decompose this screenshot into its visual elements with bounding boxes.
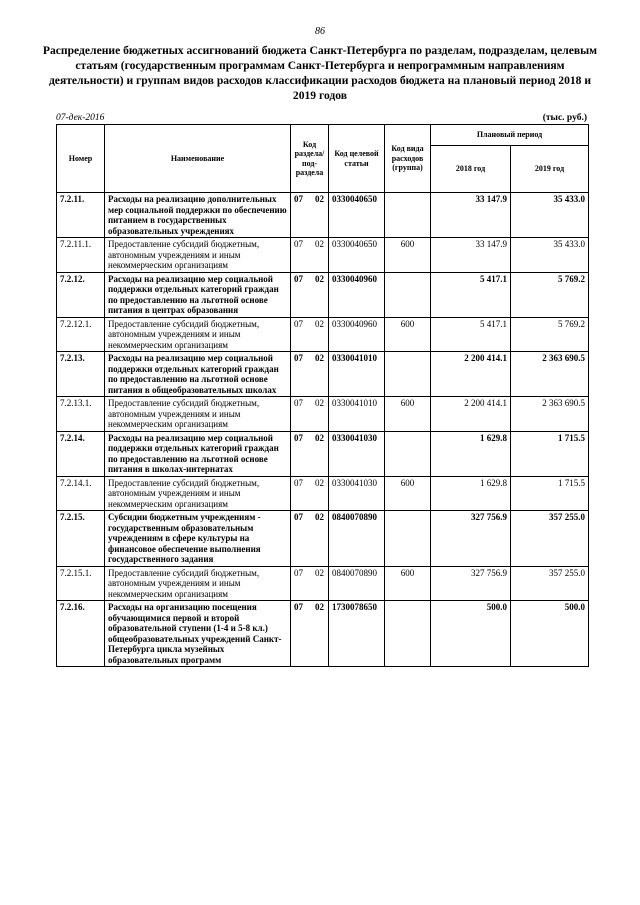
- units-label: (тыс. руб.): [542, 113, 587, 123]
- row-number-cell: 7.2.12.1.: [57, 317, 105, 352]
- row-number-cell: 7.2.13.1.: [57, 397, 105, 432]
- section-code: 07: [294, 477, 303, 488]
- row-amount-2018-cell: 33 147.9: [431, 238, 511, 273]
- row-amount-2019-cell: 1 715.5: [511, 476, 589, 511]
- row-amount-2019-cell: 500.0: [511, 601, 589, 667]
- row-name-cell: Предоставление субсидий бюджетным, автономным учреждениям и иным некоммерческим организациям: [105, 317, 291, 352]
- subsection-code: 02: [315, 398, 324, 408]
- table-row: [57, 352, 589, 397]
- section-code: 07: [294, 432, 303, 443]
- row-name-cell: Расходы на реализацию мер социальной поддержки отдельных категорий граждан по предоставлению на льготной основе питания в школах-интернатах: [105, 431, 291, 476]
- table-row: [57, 511, 589, 567]
- row-number-cell: 7.2.14.1.: [57, 476, 105, 511]
- row-amount-2018-cell: 2 200 414.1: [431, 352, 511, 397]
- row-section-cell: [291, 317, 329, 352]
- table-row: [57, 193, 589, 238]
- row-target-code-cell: 1730078650: [329, 601, 385, 667]
- row-amount-2018-cell: 1 629.8: [431, 476, 511, 511]
- table-row: [57, 566, 589, 601]
- row-section-cell: [291, 566, 329, 601]
- row-name-cell: Предоставление субсидий бюджетным, автономным учреждениям и иным некоммерческим организациям: [105, 476, 291, 511]
- row-name-cell: Расходы на организацию посещения обучающимися первой и второй образовательной ступени (1-4 и 5-8 кл.) общеобразовательных учреждений Санкт-Петербурга цикла музейных образовательных программ: [105, 601, 291, 667]
- row-number-cell: 7.2.12.: [57, 272, 105, 317]
- row-amount-2019-cell: 35 433.0: [511, 238, 589, 273]
- subsection-code: 02: [315, 567, 324, 578]
- subsection-code: 02: [315, 353, 324, 363]
- section-code: 07: [294, 353, 303, 363]
- header-name: Наименование: [105, 125, 291, 193]
- row-section-cell: [291, 238, 329, 273]
- row-target-code-cell: 0840070890: [329, 511, 385, 567]
- row-group-code-cell: [385, 601, 431, 667]
- row-section-cell: [291, 431, 329, 476]
- section-code: 07: [294, 398, 303, 408]
- row-name-cell: Расходы на реализацию дополнительных мер социальной поддержки по обеспечению питанием в государственных образовательных учреждениях: [105, 193, 291, 238]
- row-target-code-cell: 0330041010: [329, 397, 385, 432]
- subsection-code: 02: [315, 512, 324, 522]
- section-code: 07: [294, 194, 303, 204]
- table-row: [57, 397, 589, 432]
- row-section-cell: [291, 511, 329, 567]
- row-target-code-cell: 0840070890: [329, 566, 385, 601]
- row-name-cell: Предоставление субсидий бюджетным, автономным учреждениям и иным некоммерческим организациям: [105, 397, 291, 432]
- row-amount-2019-cell: 357 255.0: [511, 566, 589, 601]
- row-number-cell: 7.2.11.: [57, 193, 105, 238]
- row-number-cell: 7.2.15.1.: [57, 566, 105, 601]
- section-code: 07: [294, 512, 303, 522]
- row-amount-2018-cell: 33 147.9: [431, 193, 511, 238]
- section-code: 07: [294, 567, 303, 578]
- row-name-cell: Предоставление субсидий бюджетным, автономным учреждениям и иным некоммерческим организациям: [105, 238, 291, 273]
- header-year-2018: 2018 год: [431, 146, 511, 193]
- row-amount-2019-cell: 35 433.0: [511, 193, 589, 238]
- row-group-code-cell: 600: [385, 238, 431, 273]
- header-section-code: Код раздела/ под-раздела: [291, 125, 329, 193]
- row-amount-2018-cell: 500.0: [431, 601, 511, 667]
- row-group-code-cell: [385, 352, 431, 397]
- row-target-code-cell: 0330041030: [329, 431, 385, 476]
- row-number-cell: 7.2.14.: [57, 431, 105, 476]
- row-target-code-cell: 0330041030: [329, 476, 385, 511]
- row-number-cell: 7.2.13.: [57, 352, 105, 397]
- row-target-code-cell: 0330041010: [329, 352, 385, 397]
- section-code: 07: [294, 273, 303, 284]
- row-target-code-cell: 0330040650: [329, 238, 385, 273]
- section-code: 07: [294, 239, 303, 249]
- subsection-code: 02: [315, 602, 324, 612]
- header-plan-period: Плановый период: [431, 125, 589, 146]
- row-section-cell: [291, 601, 329, 667]
- document-date: 07-дек-2016: [56, 113, 105, 123]
- row-target-code-cell: 0330040960: [329, 317, 385, 352]
- row-amount-2018-cell: 2 200 414.1: [431, 397, 511, 432]
- row-number-cell: 7.2.16.: [57, 601, 105, 667]
- row-section-cell: [291, 272, 329, 317]
- page-number: 86: [315, 26, 325, 37]
- row-section-cell: [291, 352, 329, 397]
- header-number: Номер: [57, 125, 105, 193]
- budget-table: [56, 124, 589, 667]
- table-row: [57, 601, 589, 667]
- table-row: [57, 272, 589, 317]
- row-name-cell: Расходы на реализацию мер социальной поддержки отдельных категорий граждан по предоставлению на льготной основе питания в центрах образования: [105, 272, 291, 317]
- table-row: [57, 476, 589, 511]
- row-name-cell: Расходы на реализацию мер социальной поддержки отдельных категорий граждан по предоставлению на льготной основе питания в общеобразовательных школах: [105, 352, 291, 397]
- row-target-code-cell: 0330040960: [329, 272, 385, 317]
- table-row: [57, 317, 589, 352]
- subsection-code: 02: [315, 194, 324, 204]
- header-target-code: Код целевой статьи: [329, 125, 385, 193]
- subsection-code: 02: [315, 273, 324, 284]
- row-group-code-cell: [385, 511, 431, 567]
- row-group-code-cell: 600: [385, 476, 431, 511]
- row-section-cell: [291, 397, 329, 432]
- row-name-cell: Субсидии бюджетным учреждениям - государственным образовательным учреждениям в сфере культуры на финансовое обеспечение выполнения государственного задания: [105, 511, 291, 567]
- table-body: [57, 193, 589, 667]
- row-amount-2018-cell: 327 756.9: [431, 566, 511, 601]
- row-target-code-cell: 0330040650: [329, 193, 385, 238]
- row-amount-2018-cell: 5 417.1: [431, 272, 511, 317]
- table-row: [57, 431, 589, 476]
- row-group-code-cell: [385, 431, 431, 476]
- header-group-code: Код вида расходов (группа): [385, 125, 431, 193]
- row-amount-2019-cell: 2 363 690.5: [511, 352, 589, 397]
- row-number-cell: 7.2.15.: [57, 511, 105, 567]
- row-amount-2018-cell: 5 417.1: [431, 317, 511, 352]
- row-amount-2019-cell: 5 769.2: [511, 272, 589, 317]
- row-amount-2019-cell: 357 255.0: [511, 511, 589, 567]
- row-section-cell: [291, 476, 329, 511]
- row-number-cell: 7.2.11.1.: [57, 238, 105, 273]
- row-amount-2019-cell: 5 769.2: [511, 317, 589, 352]
- row-amount-2019-cell: 1 715.5: [511, 431, 589, 476]
- row-group-code-cell: [385, 193, 431, 238]
- row-name-cell: Предоставление субсидий бюджетным, автономным учреждениям и иным некоммерческим организациям: [105, 566, 291, 601]
- row-amount-2018-cell: 1 629.8: [431, 431, 511, 476]
- row-group-code-cell: 600: [385, 566, 431, 601]
- section-code: 07: [294, 602, 303, 612]
- row-section-cell: [291, 193, 329, 238]
- row-group-code-cell: [385, 272, 431, 317]
- row-amount-2019-cell: 2 363 690.5: [511, 397, 589, 432]
- subsection-code: 02: [315, 432, 324, 443]
- header-year-2019: 2019 год: [511, 146, 589, 193]
- row-group-code-cell: 600: [385, 317, 431, 352]
- document-title: Распределение бюджетных ассигнований бюджета Санкт-Петербурга по разделам, подразделам, целевым статьям (государственным программам Санкт-Петербурга и непрограммным направлениям деятельности) и группам видов расходов классификации расходов бюджета на плановый период 2018 и 2019 годов: [42, 44, 598, 102]
- section-code: 07: [294, 318, 303, 329]
- subsection-code: 02: [315, 318, 324, 329]
- row-amount-2018-cell: 327 756.9: [431, 511, 511, 567]
- subsection-code: 02: [315, 477, 324, 488]
- table-row: [57, 238, 589, 273]
- row-group-code-cell: 600: [385, 397, 431, 432]
- subsection-code: 02: [315, 239, 324, 249]
